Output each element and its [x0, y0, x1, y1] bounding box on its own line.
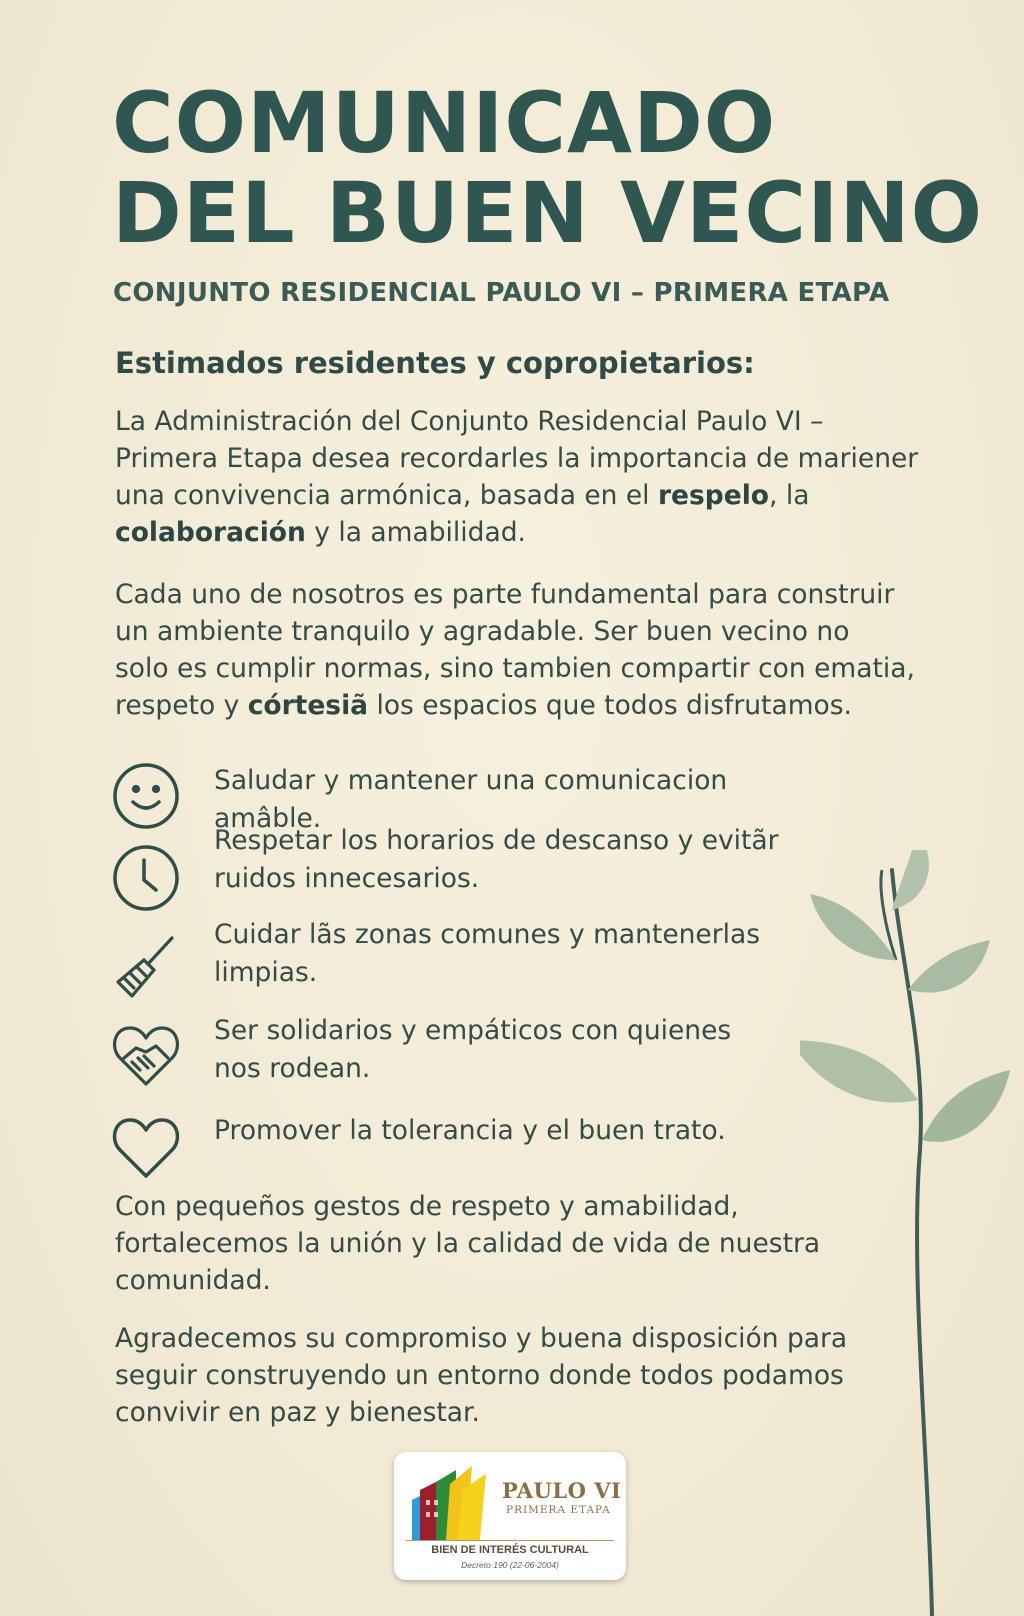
title-line-1: COMUNICADO — [112, 74, 777, 172]
tip-line-2: nos rodean. — [214, 1053, 371, 1084]
broom-icon — [110, 932, 182, 1004]
smiley-icon — [110, 760, 182, 832]
intro-text-4: , la — [769, 480, 810, 511]
values-paragraph — [115, 576, 975, 724]
tip-line-1: Promover la tolerancia y el buen trato. — [214, 1115, 726, 1146]
title-line-2: DEL BUEN VECINO — [112, 164, 984, 262]
thanks-line-1: Agradecemos su compromiso y buena disposición para — [115, 1323, 848, 1354]
logo-stage: PRIMERA ETAPA — [506, 1504, 611, 1516]
intro-text-1: La Administración del Conjunto Residencial Paulo VI – — [115, 406, 824, 437]
buildings-logo-icon — [406, 1460, 502, 1540]
heart-icon — [110, 1112, 182, 1184]
logo-decree: Decreto 190 (22-06-2004) — [461, 1560, 559, 1570]
paulo-vi-logo — [394, 1452, 626, 1580]
tip-line-2: limpias. — [214, 957, 318, 988]
intro-text-5: y la amabilidad. — [305, 517, 526, 548]
logo-divider — [406, 1540, 614, 1541]
heart-handshake-icon — [110, 1018, 182, 1090]
intro-text-2: Primera Etapa desea recordarles la importancia de mariener — [115, 443, 919, 474]
logo-name: PAULO VI — [502, 1478, 622, 1503]
closing-line-2: fortalecemos la unión y la calidad de vida de nuestra — [115, 1228, 821, 1259]
values-text-3: solo es cumplir normas, sino tambien compartir con ematia, — [115, 653, 915, 684]
tip-line-1: Cuidar lãs zonas comunes y mantenerlas — [214, 919, 761, 950]
tip-line-1: Saludar y mantener una comunicacion amâble. — [214, 765, 728, 834]
tip-text — [214, 916, 834, 992]
thanks-line-3: convivir en paz y bienestar. — [115, 1397, 480, 1428]
thanks-line-2: seguir construyendo un entorno donde todos podamos — [115, 1360, 844, 1391]
page-subtitle: CONJUNTO RESIDENCIAL PAULO VI – PRIMERA ETAPA — [113, 278, 890, 308]
logo-heritage: BIEN DE INTERÉS CULTURAL — [431, 1544, 589, 1556]
tip-line-1: Respetar los horarios de descanso y evitãr — [214, 825, 779, 856]
closing-line-1: Con pequeños gestos de respeto y amabilidad, — [115, 1191, 739, 1222]
tip-text — [214, 1112, 834, 1150]
values-text-4: respeto y — [115, 690, 248, 721]
values-text-5: los espacios que todos disfrutamos. — [368, 690, 852, 721]
intro-bold-1: respelo — [657, 480, 770, 511]
closing-line-3: comunidad. — [115, 1265, 271, 1296]
clock-icon — [110, 842, 182, 914]
values-bold-1: córtesiã — [247, 690, 369, 721]
page-title — [112, 74, 992, 262]
tip-line-2: ruidos innecesarios. — [214, 863, 480, 894]
intro-text-3: una convivencia armónica, basada en el — [115, 480, 658, 511]
values-text-1: Cada uno de nosotros es parte fundamental para construir — [115, 579, 895, 610]
closing-paragraph — [115, 1188, 915, 1299]
thanks-paragraph — [115, 1320, 935, 1431]
values-text-2: un ambiente tranquilo y agradable. Ser buen vecino no — [115, 616, 850, 647]
greeting: Estimados residentes y copropietarios: — [115, 346, 755, 380]
tip-line-1: Ser solidarios y empáticos con quienes — [214, 1015, 732, 1046]
intro-bold-2: colaboración — [115, 517, 306, 548]
tip-text — [214, 822, 834, 898]
tip-text — [214, 1012, 834, 1088]
intro-paragraph — [115, 403, 975, 551]
